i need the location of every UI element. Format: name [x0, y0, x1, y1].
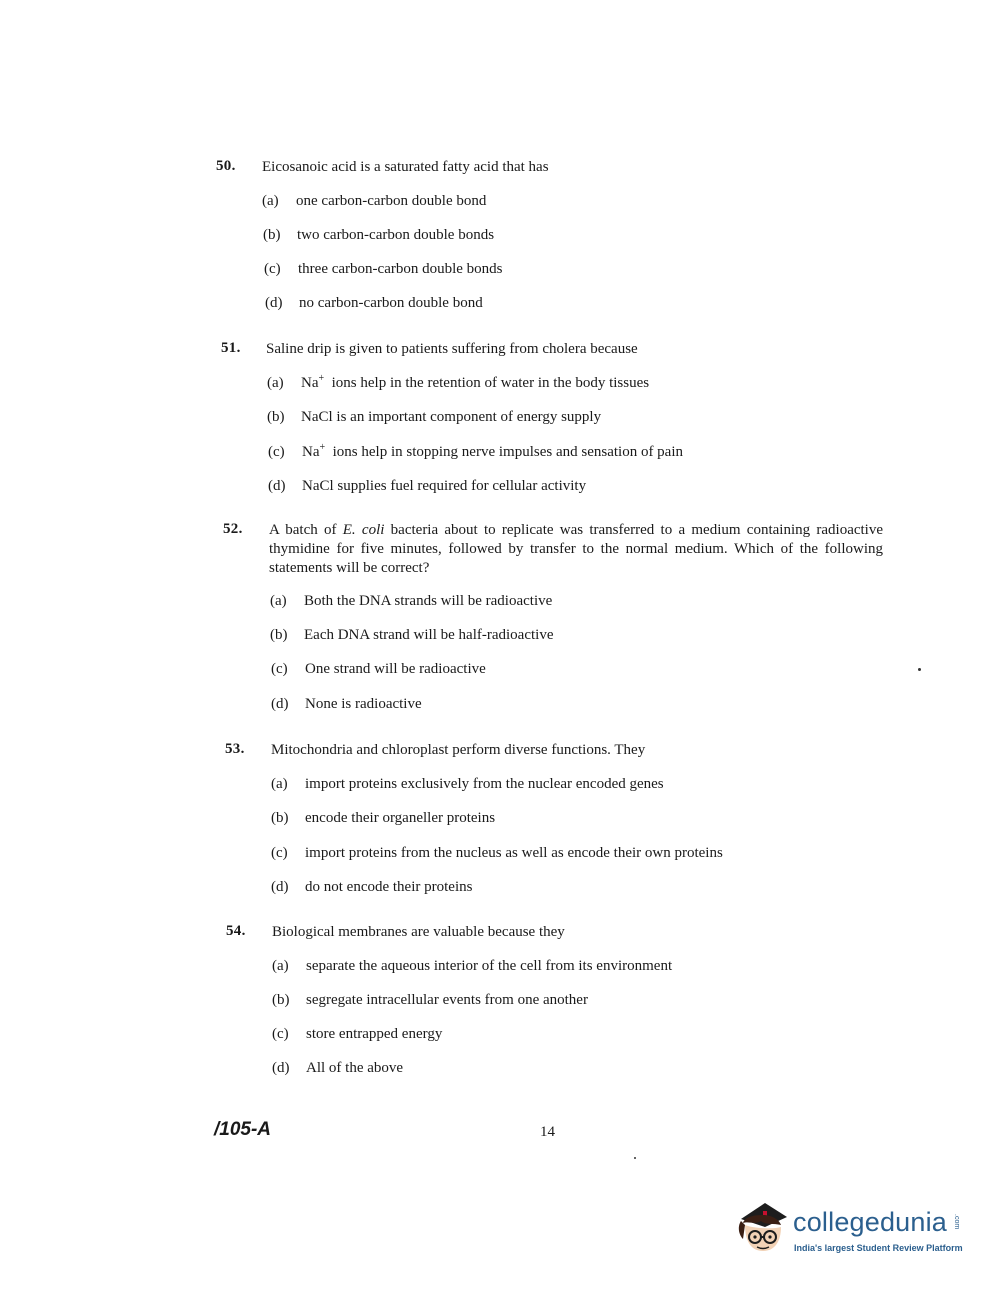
brand-tagline: India's largest Student Review Platform [794, 1243, 963, 1253]
question-text: Eicosanoic acid is a saturated fatty acid that has [262, 159, 549, 175]
page-number: 14 [540, 1124, 555, 1140]
organism-name: E. coli [342, 522, 385, 538]
option-d: (d) NaCl supplies fuel required for cellular activity [268, 478, 587, 494]
option-d: (d) All of the above [272, 1060, 404, 1076]
question-54 [226, 923, 926, 1083]
question-text: Saline drip is given to patients suffering from cholera because [266, 341, 638, 357]
option-b: (b) segregate intracellular events from one another [272, 992, 588, 1008]
question-50 [216, 158, 916, 318]
option-c: (c) Na+ ions help in stopping nerve impulses and sensation of pain [268, 442, 684, 460]
option-c: (c) store entrapped energy [272, 1026, 443, 1042]
option-a: (a) separate the aqueous interior of the cell from its environment [272, 958, 673, 974]
option-a: (a) import proteins exclusively from the nuclear encoded genes [271, 776, 664, 792]
option-d: (d) do not encode their proteins [271, 879, 473, 895]
scan-speck [634, 1157, 636, 1159]
option-b: (b) Each DNA strand will be half-radioactive [270, 627, 554, 643]
option-b: (b) NaCl is an important component of energy supply [267, 409, 602, 425]
question-number: 50. [216, 158, 236, 174]
question-number: 53. [225, 741, 245, 757]
collegedunia-logo [735, 1197, 965, 1267]
option-c: (c) import proteins from the nucleus as well as encode their own proteins [271, 845, 723, 861]
brand-name: collegedunia [793, 1207, 948, 1237]
mascot-icon [735, 1197, 791, 1257]
option-a: (a) one carbon-carbon double bond [262, 193, 487, 209]
option-b: (b) two carbon-carbon double bonds [263, 227, 495, 243]
option-a: (a) Both the DNA strands will be radioactive [270, 593, 553, 609]
paper-code: /105-A [214, 1119, 272, 1140]
option-d: (d) None is radioactive [271, 696, 422, 712]
option-c: (c) three carbon-carbon double bonds [264, 261, 503, 277]
question-52 [223, 521, 893, 721]
question-number: 54. [226, 923, 246, 939]
question-text: Mitochondria and chloroplast perform diverse functions. They [271, 742, 646, 758]
option-a: (a) Na+ ions help in the retention of water in the body tissues [267, 373, 650, 391]
question-text: Biological membranes are valuable because they [272, 924, 565, 940]
scan-speck [918, 668, 921, 671]
question-number: 51. [221, 340, 241, 356]
option-b: (b) encode their organeller proteins [271, 810, 496, 826]
question-text: A batch of E. coli bacteria about to replicate was transferred to a medium containing radioactive thymidine for five minutes, followed by transfer to the normal medium. Which of the following statements will be correct? [269, 522, 884, 576]
brand-domain-suffix: .com [953, 1214, 960, 1230]
question-53 [225, 741, 925, 901]
question-number: 52. [223, 521, 243, 537]
question-51 [221, 340, 921, 500]
option-c: (c) One strand will be radioactive [271, 661, 486, 677]
option-d: (d) no carbon-carbon double bond [265, 295, 483, 311]
